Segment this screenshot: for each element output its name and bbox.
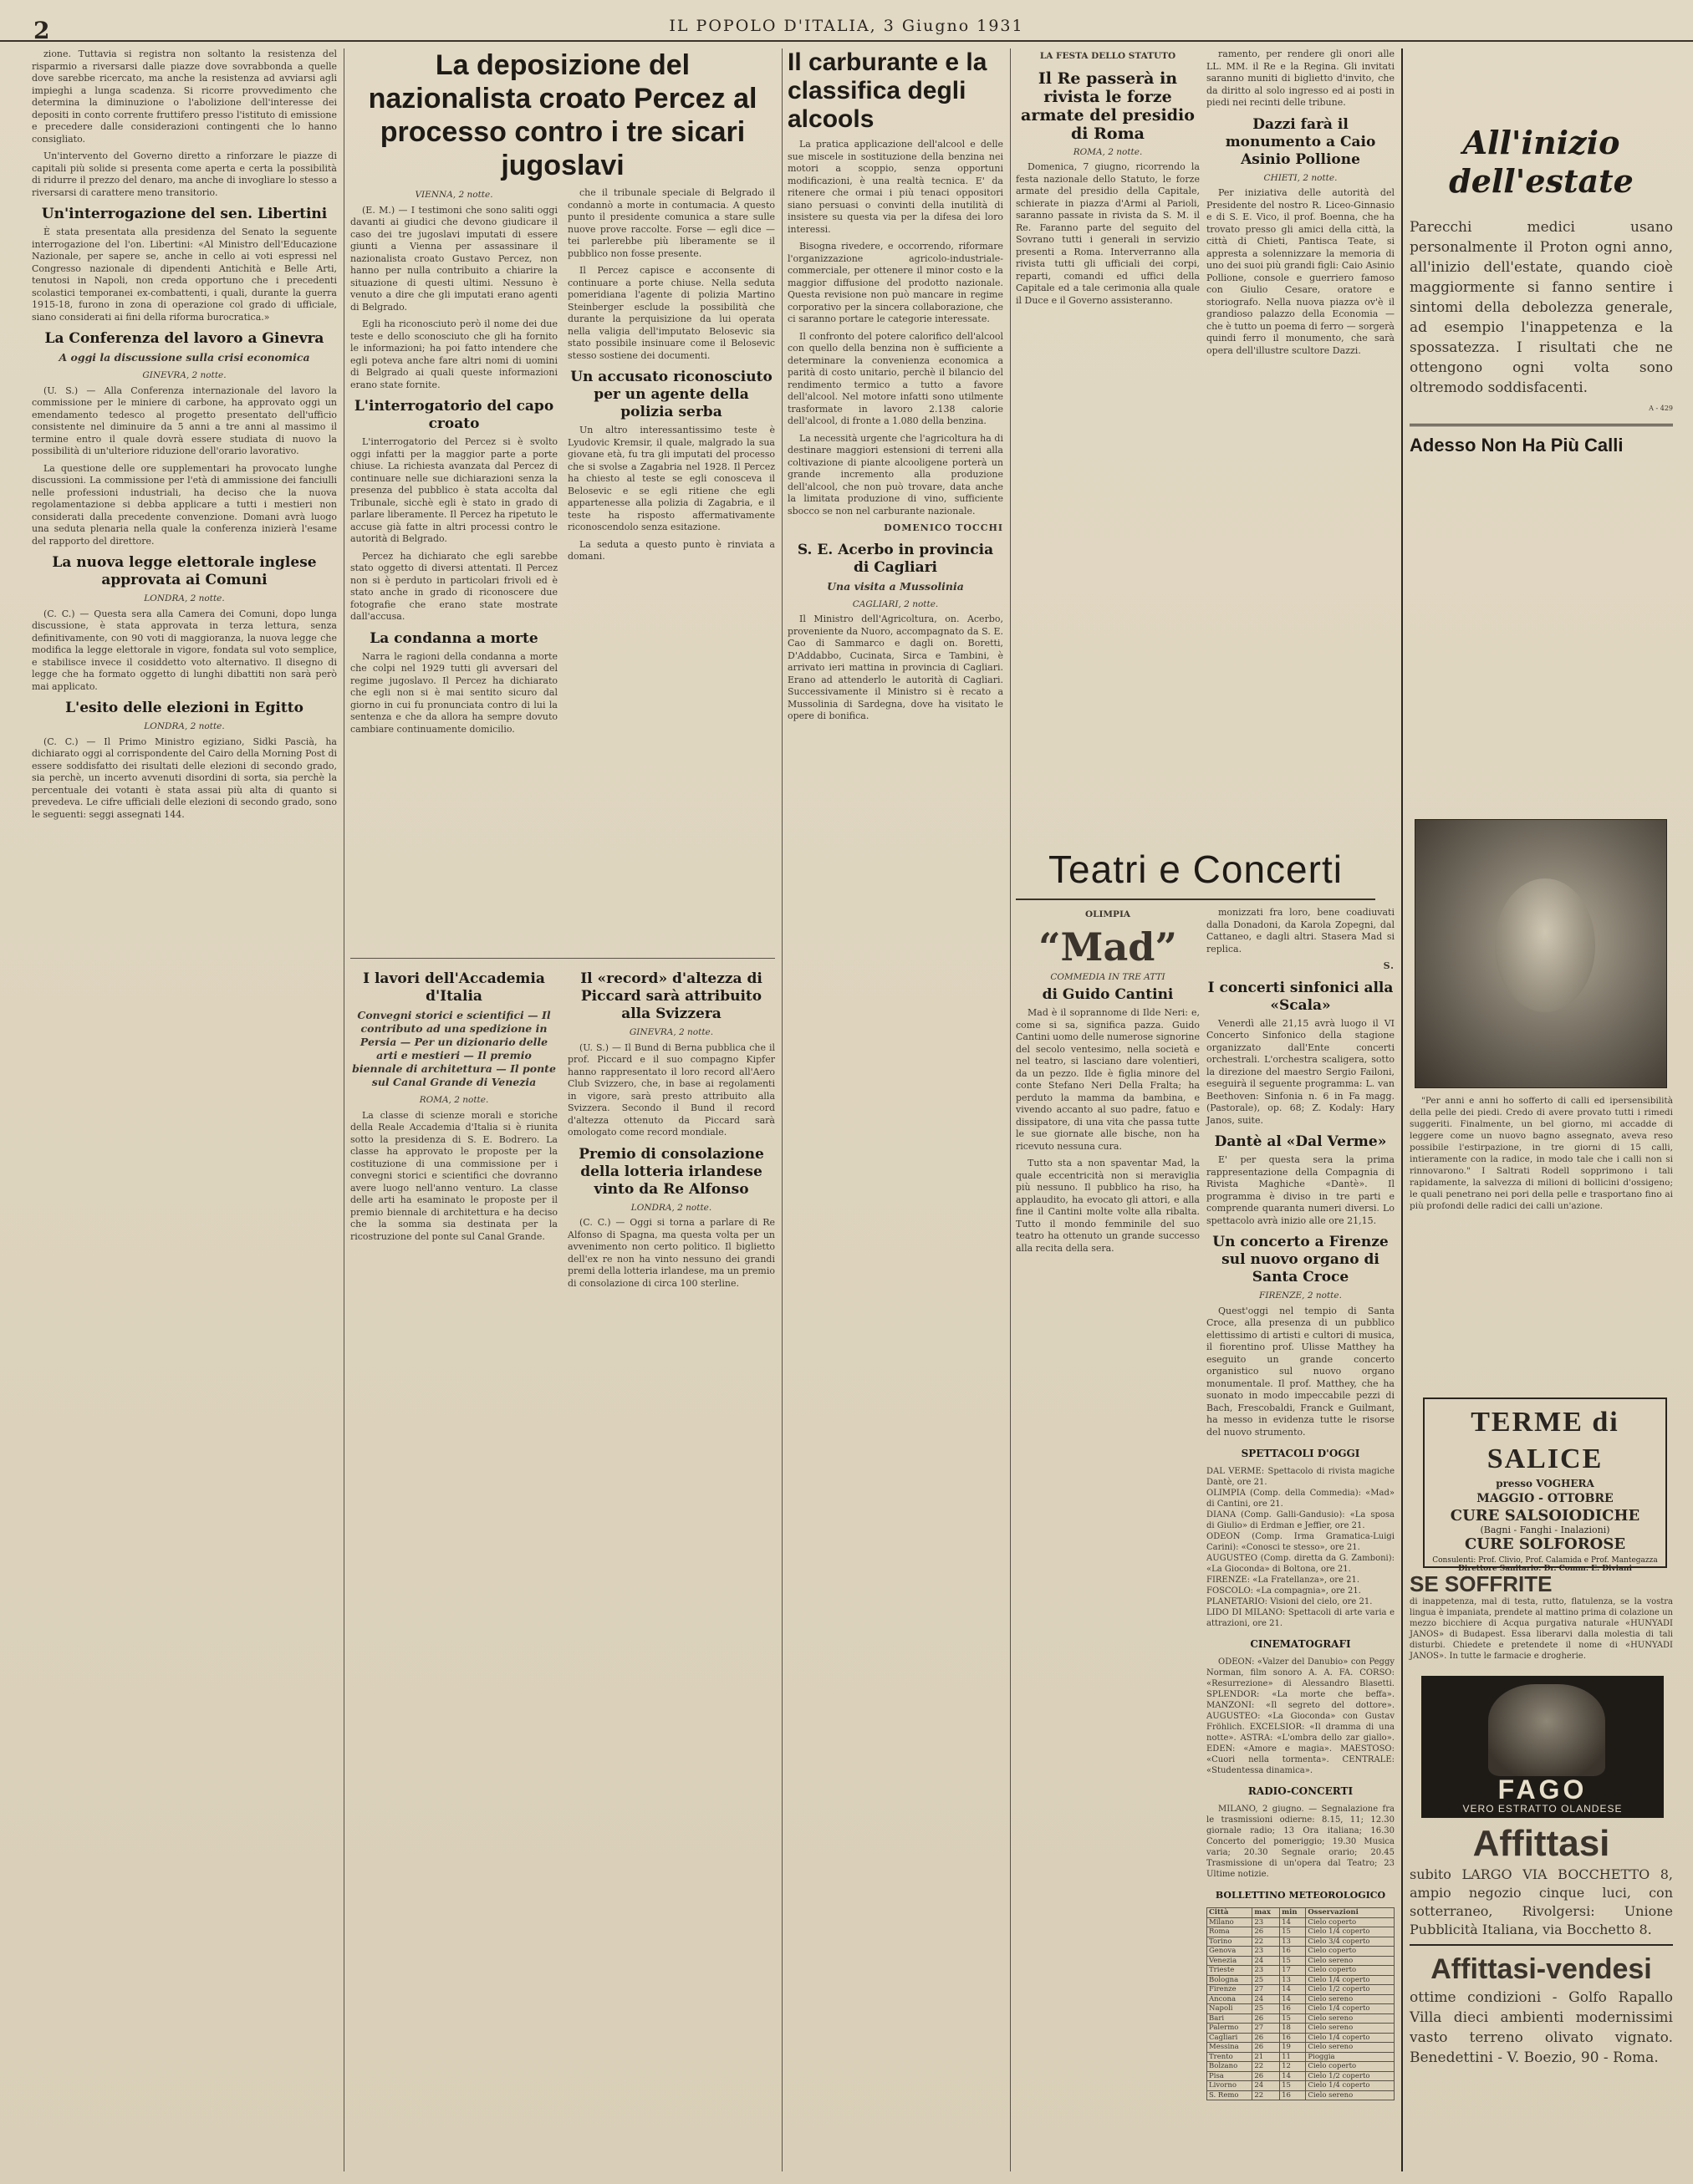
column-2-3 [350, 48, 775, 2163]
soffrite-ad-title: SE SOFFRITE [1410, 1571, 1553, 1596]
ad-portrait-image [1415, 819, 1667, 1088]
percez-text: Egli ha riconosciuto però il nome dei due teste e dello sconosciuto che gli ha fornito le informazioni; ha poi fatto intendere che egli poteva anche fare altri nomi di uomini di Belgrado ai quali queste informazioni erano state fornite. [350, 318, 558, 390]
meteo-cell: 19 [1280, 2043, 1306, 2053]
mad-subtitle: COMMEDIA IN TRE ATTI [1050, 971, 1165, 982]
percez-headline: La deposizione del nazionalista croato Percez al processo contro i tre sicari jugoslavi [368, 49, 757, 181]
meteo-row [1207, 1917, 1395, 1927]
meteo-cell: 26 [1252, 1927, 1280, 1937]
meteo-cell: Cielo sereno [1306, 1956, 1395, 1966]
salice-ad-director: Direttore Sanitario: Dr. Comm. E. Diviani [1458, 1565, 1632, 1573]
meteo-cell: Napoli [1207, 2004, 1252, 2014]
conference-headline: La Conferenza del lavoro a Ginevra [44, 330, 324, 347]
meteo-cell: Cielo 1/4 coperto [1306, 1975, 1395, 1985]
death-sentence-headline: La condanna a morte [370, 629, 538, 647]
conference-text: La questione delle ore supplementari ha provocato lunghe discussioni. La commissione per l'età di ammissione dei fanciulli nelle professioni industriali, ha deciso che la nuova regolamentazione si debba applicare a tutti i mestieri non considerati dalla precedente convenzione. Domani avrà luogo una seduta plenaria nella quale la conferenza inizierà l'esame del rapporto del direttore. [32, 462, 337, 547]
fago-ad-illustration [1488, 1684, 1605, 1776]
meteo-cell: Cielo sereno [1306, 2024, 1395, 2034]
salice-ad-cure-2: CURE SOLFOROSE [1464, 1535, 1626, 1553]
meteo-row [1207, 1985, 1395, 1995]
proton-ad [1410, 48, 1673, 801]
meteo-row [1207, 2013, 1395, 2024]
meteo-cell: Cielo sereno [1306, 1994, 1395, 2004]
affittasi-ad-text: subito LARGO VIA BOCCHETTO 8, ampio negozio cinque luci, con sotterraneo, Rivolgersi: Unione Pubblicità Italiana, via Bocchetto 8. [1410, 1866, 1673, 1937]
meteo-cell: 14 [1280, 1985, 1306, 1995]
mad-review-text: Mad è il soprannome di Ilde Neri: e, come si sa, significa pazza. Guido Cantini uomo delle numerose signorine del secolo ventesimo, nella società e nel teatro, si lasciano dare volentieri, da un pezzo. Ilde è figlia minore del conte Stefano Neri Della Fralta; ha perduto la mamma da bambina, e vivendo accanto al suo padre, fatuo e dissipatore, di una vita che passa tutte le sue giornate alle bische, non ha ricevuto nessuna cura. [1016, 1007, 1200, 1152]
column-4 [788, 48, 1003, 2163]
santa-croce-headline: Un concerto a Firenze sul nuovo organo di Santa Croce [1212, 1234, 1389, 1285]
meteo-cell: 22 [1252, 2090, 1280, 2100]
meteo-cell: Torino [1207, 1937, 1252, 1947]
dazzi-dateline: CHIETI, 2 notte. [1263, 172, 1338, 183]
calli-ad-text: "Per anni e anni ho sofferto di calli ed ipersensibilità della pelle dei piedi. Credo di avere provato tutti i rimedi suggeriti. Finalmente, un bel giorno, mi accadde di leggere come un nuovo bagno assegnato, aveva reso possibile l'estirpazione, in tre giorni di 15 calli, intieramente con la radice, in modo tale che i calli non si rinnovarono." I Saltrati Rodell sopprimono i tali rapidamente, la salvezza di milioni di bollicini d'ossigeno; le quali penetrano nei pori della pelle e trasportano fino ai più profondi delle radici dei calli un'azione. [1410, 1096, 1673, 1211]
meteo-cell: 13 [1280, 1975, 1306, 1985]
carburante-text: La necessità urgente che l'agricoltura ha di destinare maggiori estensioni di terreni alla coltivazione di piante alcooligene porterà un grande incremento alla produzione dell'alcool, che non può trovare, data anche la limitata produzione di vino, sufficiente sbocco se non nel carburante nazionale. [788, 432, 1003, 517]
spettacoli-list [1206, 1466, 1395, 1629]
meteo-cell: Bolzano [1207, 2062, 1252, 2072]
meteo-cell: 12 [1280, 2062, 1306, 2072]
meteo-cell: Roma [1207, 1927, 1252, 1937]
interrogation-text: È stata presentata alla presidenza del Senato la seguente interrogazione del l'on. Libertini: «Al Ministro dell'Educazione Nazionale, per sapere se, anche in cello ai voti espressi nel Congresso nazionale di dipendenti Antichità e Belle Arti, tenutosi in Napoli, non creda opportuno che i precedenti scolastici temporanei ex-combattenti, i quali, durante la guerra 1915-18, furono in zona di operazione col grado di ufficiale, siano considerati ai fini della riforma burocratica.» [32, 227, 337, 323]
meteo-cell: Genova [1207, 1947, 1252, 1957]
meteo-row [1207, 2024, 1395, 2034]
meteo-cell: 13 [1280, 1937, 1306, 1947]
accused-headline: Un accusato riconosciuto per un agente della polizia serba [570, 369, 773, 420]
croatian-leader-text: L'interrogatorio del Percez si è svolto oggi infatti per la maggior parte a porte chiuse. La richiesta avanzata dal Percez di continuare nelle sue dichiarazioni senza la presenza del pubblico è stata accolta dal Tribunale, sicchè egli è stato in grado di parlare liberamente. Il Percez ha ripetuto le accuse già fatte in altri processi contro le autorità di Belgrado. [350, 436, 558, 544]
lead-article-text: Un'intervento del Governo diretto a rinforzare le piazze di capitali più solide si presenta come aperta e certa la possibilità di ridurre il prezzo del denaro, ma anche di invogliare lo stesso a riversarsi di carattere meno transitorio. [32, 150, 337, 198]
academy-headline: I lavori dell'Accademia d'Italia [363, 970, 545, 1005]
spettacolo-item: LIDO DI MILANO: Spettacoli di arte varia e attrazioni, ore 21. [1206, 1608, 1395, 1628]
meteo-header-cell: Osservazioni [1306, 1908, 1395, 1918]
meteo-cell: Pioggia [1306, 2052, 1395, 2062]
column-rule [1010, 48, 1011, 2171]
meteo-cell: 14 [1280, 1994, 1306, 2004]
academy-subheadline: Convegni storici e scientifici — Il contributo ad una spedizione in Persia — Per un dizionario delle arti e mestieri — Il premio biennale di architettura — Il ponte sul Canal Grande di Venezia [352, 1009, 556, 1088]
meteo-cell: Bologna [1207, 1975, 1252, 1985]
meteo-cell: Messina [1207, 2043, 1252, 2053]
meteo-cell: 16 [1280, 1947, 1306, 1957]
meteo-row [1207, 1947, 1395, 1957]
interrogation-headline: Un'interrogazione del sen. Libertini [41, 206, 328, 222]
salice-ad-cure-detail: (Bagni - Fanghi - Inalazioni) [1480, 1525, 1610, 1535]
santa-croce-text: Quest'oggi nel tempio di Santa Croce, alla presenza di un pubblico elettissimo di artisti e cultori di musica, il fiorentino prof. Ulisse Matthey ha eseguito un grande concerto organistico sul nuovo organo monumentale. Il prof. Matthey, che ha suonato in modo impeccabile pezzi di Bach, Frescobaldi, Franck e Guilmant, ha messo in evidenza tutte le risorse del nuovo strumento. [1206, 1305, 1395, 1438]
piccard-text: (U. S.) — Il Bund di Berna pubblica che il prof. Piccard e il suo compagno Kipfer hanno rappresentato il loro record all'Aero Club Svizzero, che, in base ai regolamenti in vigore, sarà presto attribuito alla Svizzera. Secondo il Bund il record d'altezza ottenuto da Piccard sarà omologato come record mondiale. [568, 1041, 775, 1138]
meteo-cell: Firenze [1207, 1985, 1252, 1995]
salice-ad [1423, 1397, 1667, 1573]
meteo-cell: 11 [1280, 2052, 1306, 2062]
carburante-signature: DOMENICO TOCCHI [884, 522, 1003, 533]
meteo-cell: 24 [1252, 1956, 1280, 1966]
meteo-cell: 15 [1280, 1927, 1306, 1937]
academy-text: La classe di scienze morali e storiche della Reale Accademia d'Italia si è riunita sotto la presidenza di S. E. Bodrero. La classe ha approvato le proposte per la costituzione di una commissione per i convegni storici e scientifici che dovranno avere luogo nell'anno venturo. La classe delle arti ha esaminato le proposte per il premio biennale di architettura e ha deciso che la somma sia destinata per la ricostruzione del ponte sul Canal Grande. [350, 1109, 558, 1242]
lottery-text: (C. C.) — Oggi si torna a parlare di Re Alfonso di Spagna, ma questa volta per un avvenimento non certo politico. Il biglietto dell'ex re non ha vinto nessuno dei grandi premi della lotteria irlandese, ma un premio di consolazione di circa 100 sterline. [568, 1217, 775, 1289]
conference-dateline: GINEVRA, 2 notte. [142, 370, 227, 380]
dazzi-headline: Dazzi farà il monumento a Caio Asinio Pollione [1225, 115, 1376, 168]
meteo-header-cell: Città [1207, 1908, 1252, 1918]
mad-review-text: Tutto sta a non spaventar Mad, la quale eccentricità non si meraviglia più nessuno. Il pubblico ha riso, ha applaudito, ha evocato gli attori, e alla fine il Cantini molte volte alla ribalta. Tutto il mondo femminile del suo teatro ha ottenuto un grande successo alla recita della sera. [1016, 1158, 1200, 1254]
lottery-dateline: LONDRA, 2 notte. [630, 1202, 712, 1213]
salice-ad-location: presso VOGHERA [1496, 1478, 1594, 1489]
meteo-row [1207, 1975, 1395, 1985]
meteo-cell: 23 [1252, 1966, 1280, 1976]
meteo-cell: 22 [1252, 1937, 1280, 1947]
masthead [0, 0, 1693, 42]
theatre-section-title: Teatri e Concerti [1048, 848, 1343, 891]
acerbo-subheadline: Una visita a Mussolinia [827, 579, 964, 593]
lead-article-text: zione. Tuttavia si registra non soltanto la resistenza del risparmio a riversarsi dalle piazze dove sovrabbonda a quelle dove sarebbe ricercato, ma anche la resistenza ad avviarsi agli impieghi a lunga scadenza. Si ricorre provvedimento che determina la diminuzione o l'abolizione dell'interesse dei depositi in conto corrente fruttifero presso l'istituto di emissione e precedere dalle considerazioni contingenti che lo hanno consigliato. [32, 48, 337, 145]
meteo-cell: 27 [1252, 2024, 1280, 2034]
page-number: 2 [33, 17, 50, 44]
meteo-cell: Cielo 1/2 coperto [1306, 1985, 1395, 1995]
meteo-row [1207, 2090, 1395, 2100]
meteo-cell: 16 [1280, 2004, 1306, 2014]
academy-dateline: ROMA, 2 notte. [419, 1095, 489, 1105]
salice-ad-title: TERME di SALICE [1471, 1407, 1619, 1474]
meteo-cell: 26 [1252, 2033, 1280, 2043]
salice-ad-season: MAGGIO - OTTOBRE [1476, 1492, 1614, 1505]
meteo-cell: 25 [1252, 1975, 1280, 1985]
egypt-dateline: LONDRA, 2 notte. [144, 721, 225, 731]
column-rule [1401, 48, 1403, 2171]
portrait-face [1495, 878, 1595, 1012]
acerbo-text: Il Ministro dell'Agricoltura, on. Acerbo, proveniente da Nuoro, accompagnato da S. E. Cao di Sammarco e dagli on. Boretti, D'Addabbo, Cucinata, Sirca e Tambini, è arrivato ieri mattina in provincia di Cagliari. Erano ad attenderlo le autorità di Cagliari. Successivamente il Ministro si è recato a Mussolinia di Sardegna, dove ha visitato le opere di bonifica. [788, 613, 1003, 721]
percez-dateline: VIENNA, 2 notte. [415, 190, 493, 200]
meteo-cell: Cielo sereno [1306, 2013, 1395, 2024]
meteo-table [1206, 1907, 1395, 2100]
meteo-cell: 15 [1280, 2013, 1306, 2024]
spettacolo-item: DAL VERME: Spettacolo di rivista magiche Dantè, ore 21. [1206, 1467, 1395, 1487]
meteo-header-row [1207, 1908, 1395, 1918]
meteo-cell: Bari [1207, 2013, 1252, 2024]
accused-text: Un altro interessantissimo teste è Lyudovic Kremsir, il quale, malgrado la sua giovane età, fu tra gli imputati del processo che si svolse a Zagabria nel 1928. Il Percez ha chiesto al teste se egli conosceva il Belosevic e se egli ritiene che egli appartenesse alla polizia di Zagabria, e il teste ha risposto affermativamente riconoscendolo senza esitazione. [568, 425, 775, 532]
dazzi-text: Per iniziativa delle autorità del Presidente del nostro R. Liceo-Ginnasio e di S. E. Vico, il prof. Boenna, che ha trovato presso gli amici della città, la città di Chieti, Pantisca Teate, si appresta a solennizzare la memoria di uno dei suoi più grandi figli: Caio Asinio Pollione, console e guerriero famoso con Giulio Cesare, oratore e storiografo. Nella nuova piazza ov'è il grandioso palazzo della Economia — che è tutto un poema di ferro — sorgerà quindi ferro il monumento, che sarà opera dell'illustre scultore Dazzi. [1206, 187, 1395, 356]
meteo-cell: Ancona [1207, 1994, 1252, 2004]
mad-title: “Mad” [1038, 924, 1177, 970]
meteo-row [1207, 2071, 1395, 2081]
column-6-top [1206, 48, 1395, 838]
percez-text: (E. M.) — I testimoni che sono saliti oggi davanti ai giudici che devono giudicare il caso dei tre jugoslavi imputati di essere giunti a Vienna per assassinare il nazionalista croato Gustavo Percez, non hanno per nulla contribuito a chiarire la situazione di questi ultimi. Nessuno è venuto a dire che gli imputati erano agenti di Belgrado. [350, 204, 558, 313]
egypt-headline: L'esito delle elezioni in Egitto [65, 700, 303, 716]
meteo-cell: Cielo 1/4 coperto [1306, 2081, 1395, 2091]
cinema-headline: CINEMATOGRAFI [1250, 1638, 1351, 1650]
meteo-cell: 16 [1280, 2090, 1306, 2100]
affittasi-ads [1410, 1822, 1673, 2173]
calli-ad [1410, 1095, 1673, 1396]
column-1 [32, 48, 337, 2163]
salice-ad-cure-1: CURE SALSOIODICHE [1450, 1507, 1640, 1525]
meteo-cell: 18 [1280, 2024, 1306, 2034]
meteo-cell: 14 [1280, 1917, 1306, 1927]
meteo-row [1207, 1927, 1395, 1937]
meteo-headline: BOLLETTINO METEOROLOGICO [1215, 1890, 1386, 1901]
meteo-cell: Trieste [1207, 1966, 1252, 1976]
column-5-bottom [1016, 907, 1200, 2161]
meteo-cell: Cielo 1/4 coperto [1306, 2033, 1395, 2043]
verme-text: E' per questa sera la prima rappresentazione della Compagnia di Rivista Maghiche «Dantè». Il programma è diviso in tre parti e comprende quaranta numeri diversi. Lo spettacolo avrà inizio alle ore 21,15. [1206, 1154, 1395, 1226]
meteo-cell: S. Remo [1207, 2090, 1252, 2100]
carburante-text: La pratica applicazione dell'alcool e delle sue miscele in sostituzione della benzina nei motori a scoppio, senza opportuni modificazioni, è una realtà tecnica. E' da ritenere che ormai i più tenaci oppositori siano persuasi o convinti della inutilità di insistere su questa via per la difesa dei loro interessi. [788, 139, 1003, 235]
calli-ad-title: Adesso Non Ha Più Calli [1410, 434, 1624, 456]
spettacolo-item: AUGUSTEO (Comp. diretta da G. Zamboni): «La Gioconda» di Boltona, ore 21. [1206, 1554, 1395, 1574]
meteo-cell: 22 [1252, 2062, 1280, 2072]
egypt-text: (C. C.) — Il Primo Ministro egiziano, Sidki Pascià, ha dichiarato oggi al corrispondente del Cairo della Morning Post di essere soddisfatto dei risultati delle elezioni di secondo grado, sia perchè, un incerto avvenuti disordini di sorta, sia perchè la percentuale dei votanti è stata assai più alta di quanto si prevedeva. Le cifre ufficiali delle elezioni di secondo grado, sono le seguenti: seggi assegnati 144. [32, 736, 337, 820]
column-rule [782, 48, 783, 2171]
meteo-cell: 16 [1280, 2033, 1306, 2043]
column-6-bottom [1206, 907, 1395, 2161]
statuto-dateline: ROMA, 2 notte. [1073, 146, 1143, 157]
mad-review-signature: S. [1383, 960, 1395, 971]
meteo-header-cell: min [1280, 1908, 1306, 1918]
trial-text: Il Percez capisce e acconsente di continuare a porte chiuse. Nella seduta pomeridiana l'agente di polizia Martino Steinberger esclude la possibilità che durante la perquisizione da lui operata nella valigia dell'imputato Belosevic sia stato possibile insinuare come il Belosevic stesso sostiene dei documenti. [568, 265, 775, 361]
statuto-text: Domenica, 7 giugno, ricorrendo la festa nazionale dello Statuto, le forze armate del presidio della Capitale, schierate in piazza d'Armi al Parioli, saranno passate in rivista da S. M. il Re. Faranno parte del seguito del Sovrano tutti i generali in servizio presenti a Roma. Interverranno alla rivista tutti gli ufficiali dei corpi, reparti, comandi ed uffici della Capitale ed a tale cerimonia alla quale il Duce e il Governo assisteranno. [1016, 161, 1200, 306]
meteo-row [1207, 1994, 1395, 2004]
meteo-cell: 24 [1252, 2081, 1280, 2091]
meteo-row [1207, 2081, 1395, 2091]
meteo-row [1207, 2052, 1395, 2062]
statuto-kicker: LA FESTA DELLO STATUTO [1039, 51, 1176, 61]
meteo-cell: 15 [1280, 2081, 1306, 2091]
spettacolo-item: ODEON (Comp. Irma Gramatica-Luigi Carini): «Conosci te stesso», ore 21. [1206, 1532, 1395, 1552]
meteo-cell: 14 [1280, 2071, 1306, 2081]
mad-author: di Guido Cantini [1042, 986, 1174, 1003]
croatian-leader-headline: L'interrogatorio del capo croato [354, 398, 554, 432]
piccard-dateline: GINEVRA, 2 notte. [629, 1027, 714, 1037]
meteo-row [1207, 2062, 1395, 2072]
meteo-cell: Cielo 1/4 coperto [1306, 1927, 1395, 1937]
conference-text: (U. S.) — Alla Conferenza internazionale del lavoro la commissione per le miniere di carbone, ha approvato oggi un emendamento tedesco al progetto presentato dell'ufficio consistente nel diminuire da 5 anni a tre anni al massimo il termine entro il quale dovrà essere studiata di nuovo la possibilità di un'ulteriore riduzione dell'orario lavorativo. [32, 384, 337, 456]
scala-headline: I concerti sinfonici alla «Scala» [1207, 979, 1394, 1014]
vendesi-ad-title: Affittasi-vendesi [1430, 1953, 1652, 1985]
cinema-text: ODEON: «Valzer del Danubio» con Peggy Norman, film sonoro A. A. FA. CORSO: «Resurrezione» di Alessandro Blasetti. SPLENDOR: «La morte che beffa». MANZONI: «Il segreto del dottore». AUGUSTEO: «La Gioconda» con Gustav Fröhlich. EXCELSIOR: «Il dramma di una notte». ASTRA: «L'ombra dello zar giallo». EDEN: «Amore e magia». MAESTOSO: «Cuori nella tormenta». CENTRALE: «Studentessa dinamica». [1206, 1657, 1395, 1775]
acerbo-headline: S. E. Acerbo in provincia di Cagliari [797, 541, 994, 576]
meteo-cell: 24 [1252, 1994, 1280, 2004]
meteo-cell: 25 [1252, 2004, 1280, 2014]
meteo-row [1207, 1966, 1395, 1976]
spettacolo-item: FIRENZE: «La Fratellanza», ore 21. [1206, 1576, 1360, 1585]
verme-headline: Dantè al «Dal Verme» [1214, 1133, 1387, 1150]
electoral-law-dateline: LONDRA, 2 notte. [144, 593, 225, 603]
meteo-cell: 23 [1252, 1947, 1280, 1957]
meteo-row [1207, 1937, 1395, 1947]
meteo-row [1207, 2043, 1395, 2053]
meteo-cell: Cielo coperto [1306, 1966, 1395, 1976]
meteo-cell: Venezia [1207, 1956, 1252, 1966]
proton-ad-text: Parecchi medici usano personalmente il Proton ogni anno, all'inizio dell'estate, quando cioè maggiormente si fanno sentire i sintomi della debolezza generale, ad esempio l'inappetenza e la spossatezza. I risultati che ne ottengono ogni volta sono oltremodo soddisfacenti. [1410, 219, 1673, 396]
spettacolo-item: OLIMPIA (Comp. della Commedia): «Mad» di Cantini, ore 21. [1206, 1489, 1395, 1509]
proton-ad-code: A - 429 [1649, 405, 1673, 412]
mad-venue: OLIMPIA [1084, 909, 1131, 919]
carburante-text: Il confronto del potere calorifico dell'alcool con quello della benzina non è sufficiente a determinare la convenienza economica a parità di costo unitario, perchè il bilancio del rendimento termico a tutto a favore dell'alcool. Nel motore infatti sono utilmente trasformate in lavoro 2.138 calorie dell'alcool, di fronte a 1.080 della benzina. [788, 330, 1003, 426]
meteo-cell: Palermo [1207, 2024, 1252, 2034]
radio-headline: RADIO-CONCERTI [1247, 1785, 1354, 1797]
spettacolo-item: PLANETARIO: Visioni del cielo, ore 21. [1206, 1597, 1373, 1606]
meteo-cell: Cielo sereno [1306, 2043, 1395, 2053]
meteo-cell: 21 [1252, 2052, 1280, 2062]
newspaper-title: IL POPOLO D'ITALIA, 3 Giugno 1931 [669, 17, 1024, 35]
meteo-cell: Cielo 3/4 coperto [1306, 1937, 1395, 1947]
meteo-cell: 27 [1252, 1985, 1280, 1995]
section-rule [1016, 899, 1375, 900]
column-5-top [1016, 48, 1200, 838]
meteo-cell: 26 [1252, 2013, 1280, 2024]
salice-ad-consultants: Consulenti: Prof. Clivio, Prof. Calamida e Prof. Mantegazza [1432, 1556, 1658, 1565]
statuto-text-continued: ramento, per rendere gli onori alle LL. MM. il Re e la Regina. Gli invitati saranno muniti di biglietto d'invito, che da diritto al solo ingresso ed ai posti in piedi nei recinti delle tribune. [1206, 48, 1395, 108]
fago-ad-tagline: VERO ESTRATTO OLANDESE [1462, 1803, 1623, 1815]
trial-text: che il tribunale speciale di Belgrado il condannò a morte in contumacia. A questo punto il presidente comunica a stare sulle nuove prove raccolte. Forse — egli dice — tei parlerebbe più liberamente se il pubblico non fosse presente. [568, 187, 775, 259]
fago-ad-brand: FAGO [1497, 1774, 1588, 1805]
statuto-headline: Il Re passerà in rivista le forze armate del presidio di Roma [1021, 69, 1195, 143]
meteo-cell: Cielo coperto [1306, 1917, 1395, 1927]
acerbo-dateline: CAGLIARI, 2 notte. [852, 598, 939, 609]
meteo-cell: 15 [1280, 1956, 1306, 1966]
death-sentence-text: Narra le ragioni della condanna a morte che colpi nel 1929 tutti gli avversari del regime jugoslavo. Il Percez ha dichiarato che egli non si è mai sentito sicuro dal giorno in cui fu pronunciata contro di lui la sentenza e che da allora ha sempre dovuto cambiare continuamente domicilio. [350, 650, 558, 735]
vendesi-ad-text: ottime condizioni - Golfo Rapallo Villa dieci ambienti modernissimi vasto terreno olivato vignato. Benedettini - V. Boezio, 90 - Roma. [1410, 1989, 1673, 2066]
lottery-headline: Premio di consolazione della lotteria irlandese vinto da Re Alfonso [579, 1145, 764, 1198]
scala-text: Venerdì alle 21,15 avrà luogo il VI Concerto Sinfonico della stagione organizzato dall'Ente concerti orchestrali. L'orchestra scaligera, sotto la direzione del maestro Sergio Failoni, eseguirà il seguente programma: L. van Beethoven: Sinfonia n. 6 in Fa magg. (Pastorale), op. 68; Z. Kodaly: Hary Janos, suite. [1206, 1017, 1395, 1126]
santa-croce-dateline: FIRENZE, 2 notte. [1259, 1291, 1342, 1301]
croatian-leader-text: Percez ha dichiarato che egli sarebbe stato oggetto di diversi attentati. Il Percez non si è perduto in particolari frivoli ed è stato anche in grado di riconoscere due fotografie che erano state mostrate dall'accusa. [350, 550, 558, 622]
meteo-row [1207, 2004, 1395, 2014]
meteo-cell: 23 [1252, 1917, 1280, 1927]
meteo-header-cell: max [1252, 1908, 1280, 1918]
spettacolo-item: DIANA (Comp. Galli-Gandusio): «La sposa di Giulio» di Erdman e Jeffier, ore 21. [1206, 1510, 1395, 1530]
accused-text: La seduta a questo punto è rinviata a domani. [568, 538, 775, 562]
conference-subheadline: A oggi la discussione sulla crisi economica [59, 351, 310, 364]
proton-ad-title: All'inizio dell'estate [1449, 124, 1634, 200]
piccard-headline: Il «record» d'altezza di Piccard sarà attribuito alla Svizzera [580, 970, 762, 1022]
carburante-headline: Il carburante e la classifica degli alcools [788, 48, 987, 133]
carburante-text: Bisogna rivedere, e occorrendo, riformare l'organizzazione agricolo-industriale-commerciale, per ottenere il minor costo e la maggior diffusione del prodotto nazionale. Questa revisione non può mancare in regime corporativo per la sincera collaborazione, che ci saranno portare le categorie interessate. [788, 241, 1003, 324]
meteo-cell: Cielo 1/4 coperto [1306, 2004, 1395, 2014]
meteo-cell: 26 [1252, 2043, 1280, 2053]
meteo-cell: 26 [1252, 2071, 1280, 2081]
meteo-cell: Milano [1207, 1917, 1252, 1927]
meteo-row [1207, 1956, 1395, 1966]
meteo-cell: Cielo coperto [1306, 1947, 1395, 1957]
spettacoli-headline: SPETTACOLI D'OGGI [1241, 1448, 1360, 1459]
fago-ad [1421, 1676, 1664, 1818]
electoral-law-headline: La nuova legge elettorale inglese approvata ai Comuni [52, 554, 317, 588]
spettacolo-item: FOSCOLO: «La compagnia», ore 21. [1206, 1586, 1361, 1596]
meteo-cell: Trento [1207, 2052, 1252, 2062]
meteo-row [1207, 2033, 1395, 2043]
mad-review-continued: monizzati fra loro, bene coadiuvati dalla Donadoni, da Karola Zopegni, dal Cattaneo, e dagli altri. Stasera Mad si replica. [1206, 907, 1395, 955]
meteo-cell: Pisa [1207, 2071, 1252, 2081]
electoral-law-text: (C. C.) — Questa sera alla Camera dei Comuni, dopo lunga discussione, è stata approvata in terza lettura, senza definitivamente, con 90 voti di maggioranza, la nuova legge che modifica la legge elettorale in vigore, fondata sul voto semplice, e stabilisce invece il cosiddetto voto alternativo. Il disegno di legge che ha formato oggetto di lunghi dibattiti non sarà però mai applicato. [32, 608, 337, 692]
affittasi-ad-title: Affittasi [1472, 1823, 1610, 1864]
soffrite-ad-text: di inappetenza, mal di testa, rutto, flatulenza, se la vostra lingua è impaniata, prendete al mattino prima di colazione un mezzo bicchiere di Acqua purgativa naturale «HUNYADI JANOS» di Budapest. Essa liberarvi dalla molestia di tali disturbi. Chiedete e pretendete il nome di «HUNYADI JANOS». In tutte le farmacie e drogherie. [1410, 1597, 1673, 1661]
meteo-cell: Livorno [1207, 2081, 1252, 2091]
soffrite-ad [1410, 1571, 1673, 1672]
radio-text: MILANO, 2 giugno. — Segnalazione fra le trasmissioni odierne: 8.15, 11; 12.30 giornale radio; 13 Ora italiana; 16.30 Concerto del pomeriggio; 19.30 Musica varia; 20.30 Segnale orario; 20.45 Trasmissione di un'opera dal Teatro; 23 Ultime notizie. [1206, 1805, 1395, 1879]
meteo-cell: Cielo coperto [1306, 2062, 1395, 2072]
meteo-cell: Cielo sereno [1306, 2090, 1395, 2100]
meteo-cell: Cielo 1/2 coperto [1306, 2071, 1395, 2081]
meteo-cell: 17 [1280, 1966, 1306, 1976]
meteo-cell: Cagliari [1207, 2033, 1252, 2043]
